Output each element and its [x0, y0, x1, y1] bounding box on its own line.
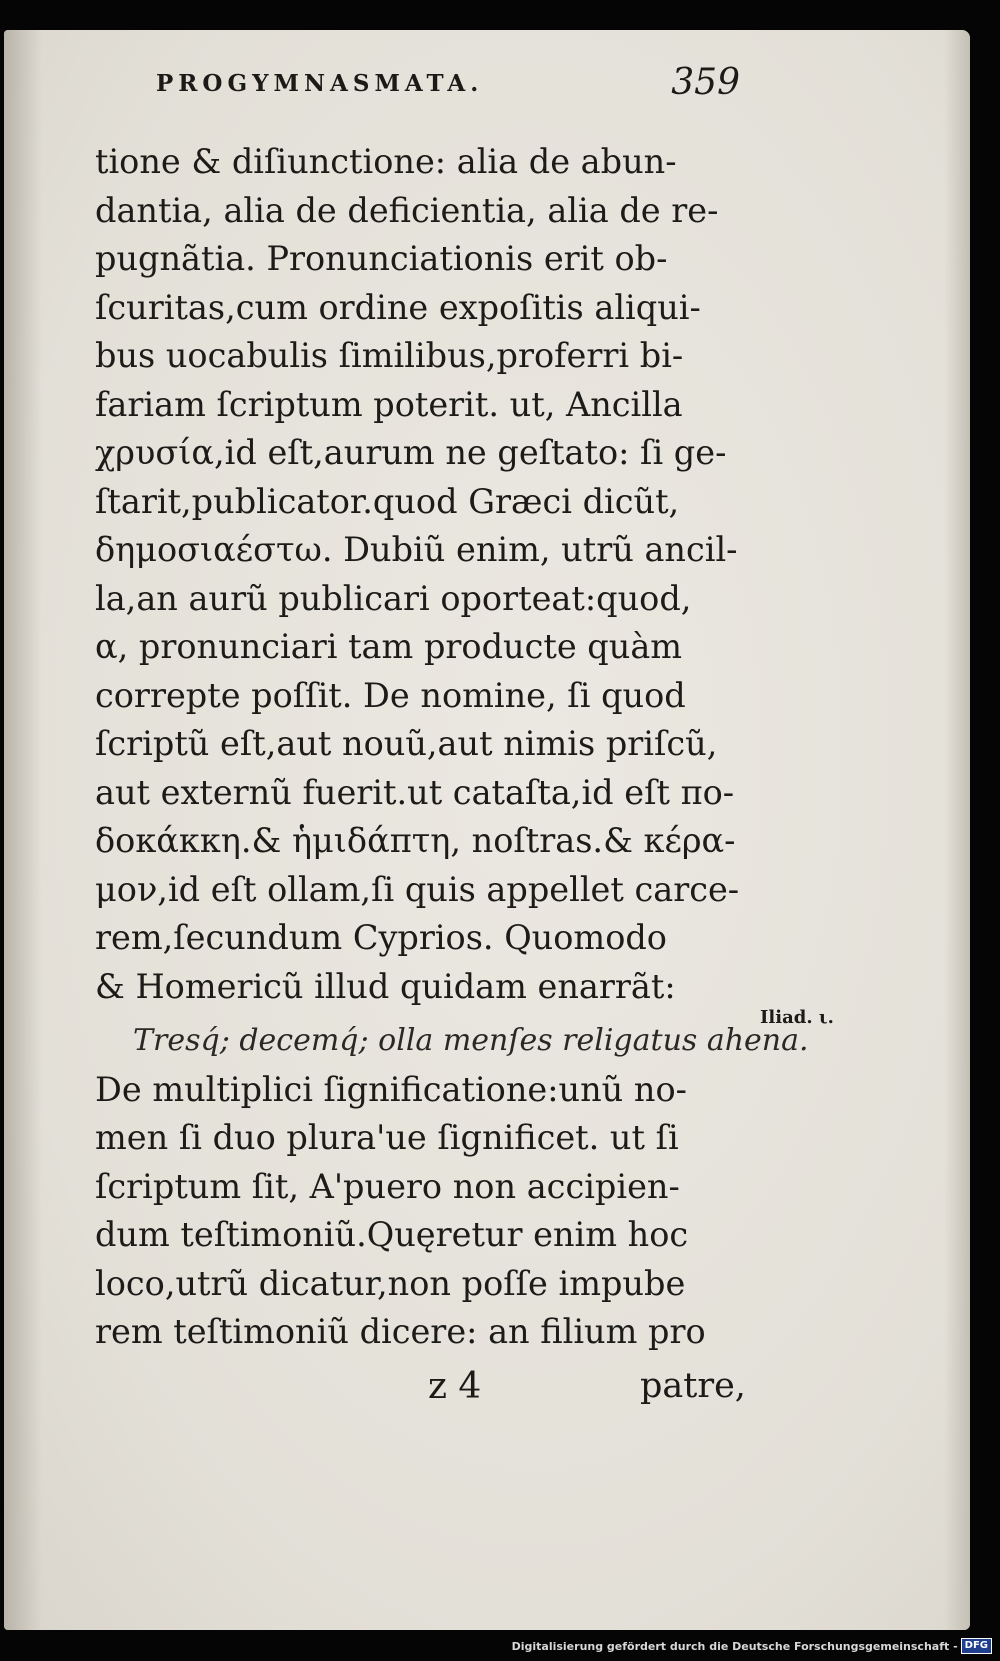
text-line: dantia, alia de deficientia, alia de re- — [95, 190, 719, 230]
catchword: patre, — [640, 1366, 746, 1406]
text-line: la,an aurũ publicari oporteat:quod, — [95, 578, 692, 618]
text-line: δοκάκκη.& ἡμιδάπτη, noſtras.& κέρα- — [95, 821, 736, 860]
text-line: δημοσιαέστω. Dubiũ enim, utrũ ancil- — [95, 530, 738, 569]
text-line: & Homericũ illud quidam enarrãt: — [95, 966, 676, 1006]
running-head: PROGYMNASMATA. — [156, 70, 484, 97]
signature-mark: z 4 — [428, 1366, 482, 1407]
text-line: aut externũ fuerit.ut cataſta,id eſt πο- — [95, 772, 735, 812]
text-line: ſcriptũ eſt,aut nouũ,aut nimis priſcũ, — [95, 724, 718, 763]
text-line: ſtarit,publicator.quod Græci dicũt, — [95, 481, 680, 521]
verse-quotation: Tresq́; decemq́; olla menſes religatus ahena. — [133, 1023, 809, 1058]
margin-note: Iliad. ι. — [760, 1007, 834, 1028]
text-line: dum teſtimoniũ.Quęretur enim hoc — [95, 1215, 689, 1254]
text-line: bus uocabulis ſimilibus,proferri bi- — [95, 336, 684, 375]
dfg-logo: DFG — [961, 1638, 992, 1654]
text-line: men ſi duo plura'ue ſignificet. ut ſi — [95, 1118, 679, 1157]
digitization-credit — [512, 1636, 992, 1656]
text-line: χρυσία,id eſt,aurum ne geſtato: ſi ge- — [95, 433, 727, 472]
text-line: correpte poſſit. De nomine, ſi quod — [95, 675, 686, 715]
text-line: ſcriptum ſit, A'puero non accipien- — [95, 1166, 680, 1206]
text-line: α, pronunciari tam producte quàm — [95, 627, 683, 666]
text-line: pugnãtia. Pronunciationis erit ob- — [95, 239, 668, 278]
credit-text: Digitalisierung gefördert durch die Deutsche Forschungsgemeinschaft - — [511, 1639, 958, 1653]
text-line: rem teſtimoniũ dicere: an filium pro — [95, 1312, 706, 1351]
text-line: loco,utrũ dicatur,non poſſe impube — [95, 1263, 686, 1303]
page-header — [150, 62, 740, 106]
text-line: rem,ſecundum Cyprios. Quomodo — [95, 918, 667, 957]
text-line: tione & diſiunctione: alia de abun- — [95, 142, 677, 181]
page-number: 359 — [671, 62, 740, 103]
text-line: ſcuritas,cum ordine expoſitis aliqui- — [95, 287, 701, 327]
text-line: fariam ſcriptum poterit. ut, Ancilla — [95, 384, 683, 424]
text-line: De multiplici ſignificatione:unũ no- — [95, 1069, 687, 1109]
text-line: μον,id eſt ollam,ſi quis appellet carce- — [95, 869, 740, 909]
